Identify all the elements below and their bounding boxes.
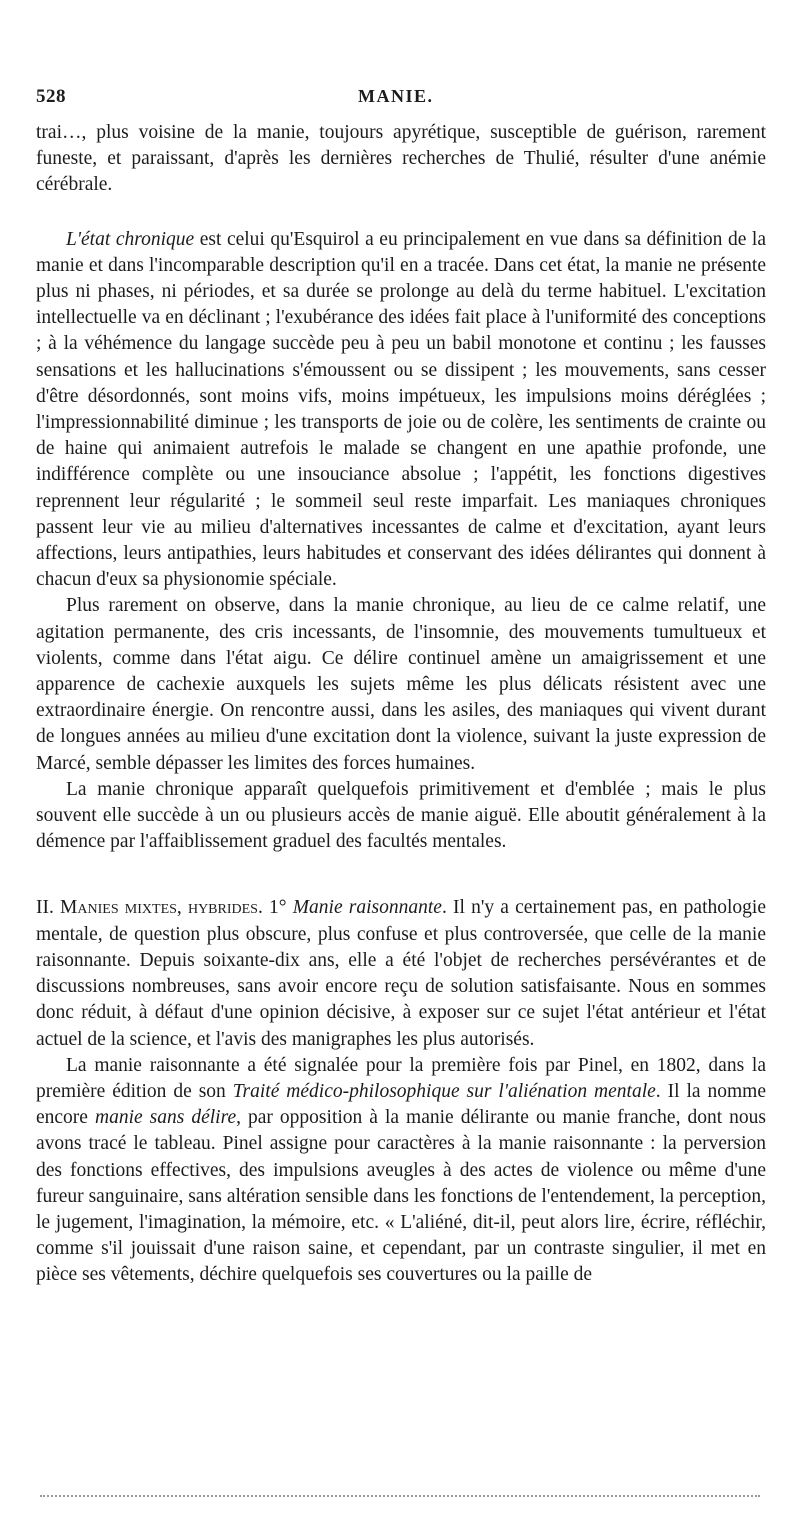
paragraph-pinel-text-a: La manie raisonnante a été signalée pour la première fois par Pinel, en 1802, dans la première édition de son bbox=[36, 1054, 766, 1102]
paragraph-pinel bbox=[36, 1053, 766, 1289]
term-manie-sans-delire: manie sans délire bbox=[94, 1107, 237, 1129]
paragraph-pinel-text-c: , par opposition à la manie délirante ou manie franche, dont nous avons tracé le tableau. Pinel assigne pour caractères à la manie raisonnante : la perversion des fonctions effectives, des impulsions aveugles à des actes de violence ou même d'une fureur sanguinaire, sans altération sensible dans les fonctions de l'entendement, la perception, le jugement, l'imagination, la mémoire, etc. « L'aliéné, dit-il, peut alors lire, écrire, réfléchir, comme s'il jouissait d'une raison saine, et cependant, par un contraste singulier, il met en pièce ses vêtements, déchire quelquefois ses couvertures ou la paille de bbox=[36, 1107, 767, 1286]
paragraph-chronic-state-text: est celui qu'Esquirol a eu principalement en vue dans sa définition de la manie et dans l'incomparable description qu'il en a tracée. Dans cet état, la manie ne présente plus ni phases, ni périodes, et sa durée se prolonge au delà du terme habituel. L'excitation intellectuelle va en déclinant ; l'exubérance des idées fait place à l'uniformité des conceptions ; à la véhémence du langage succède peu à peu un babil monotone et continu ; les fausses sensations et les hallucinations s'émoussent ou se dissipent ; les mouvements, sans cesser d'être désordonnés, sont moins vifs, moins impétueux, les impulsions moins déréglées ; l'impressionnabilité diminue ; les transports de joie ou de colère, les sentiments de crainte ou de haine qui animaient autrefois le malade se changent en une apathie profonde, une indifférence complète ou une insouciance absolue ; l'appétit, les fonctions digestives reprennent leur régularité ; le sommeil seul reste imparfait. Les maniaques chroniques passent leur vie au milieu d'alternatives incessantes de calme et d'excitation, ayant leurs affections, leurs antipathies, leurs habitudes et conservant des idées délirantes qui donnent à chacun d'eux sa physionomie spéciale. bbox=[36, 228, 766, 591]
book-title: Traité médico-philosophique sur l'aliénation mentale bbox=[232, 1080, 656, 1102]
paragraph-mixed-manias-text: . Il n'y a certainement pas, en pathologie mentale, de question plus obscure, plus confuse et plus controversée, que celle de la manie raisonnante. Depuis soixante-dix ans, elle a été l'objet de recherches persévérantes et de discussions nombreuses, sans avoir encore reçu de solution satisfaisante. Nous en sommes donc réduit, à défaut d'une opinion décisive, à exposer sur ce sujet l'état antérieur et l'état actuel de la science, et l'avis des manigraphes les plus autorisés. bbox=[36, 897, 766, 1050]
paragraph-continuation: trai…, plus voisine de la manie, toujours apyrétique, susceptible de guérison, rarement funeste, et paraissant, d'après les dernières recherches de Thulié, résulter d'une anémie cérébrale. bbox=[36, 122, 766, 196]
page-number: 528 bbox=[36, 86, 66, 107]
paragraph-chronic-state bbox=[36, 227, 766, 594]
term-etat-chronique: L'état chronique bbox=[66, 228, 195, 250]
body-text bbox=[36, 120, 766, 1289]
page-header bbox=[36, 86, 766, 116]
running-title: MANIE. bbox=[358, 86, 434, 106]
term-manie-raisonnante: Manie raisonnante bbox=[292, 897, 442, 919]
section-heading: II. Manies mixtes, hybrides. bbox=[36, 897, 263, 919]
paragraph-mixed-manias bbox=[36, 895, 766, 1052]
footer-divider bbox=[40, 1495, 760, 1497]
section-number: 1° bbox=[262, 897, 293, 919]
paragraph-agitation: Plus rarement on observe, dans la manie chronique, au lieu de ce calme relatif, une agitation permanente, des cris incessants, de l'insomnie, des mouvements tumultueux et violents, comme dans l'état aigu. Ce délire continuel amène un amaigrissement et une apparence de cachexie auxquels les sujets même les plus délicats résistent avec une extraordinaire énergie. On rencontre aussi, dans les asiles, des maniaques qui vivent durant de longues années au milieu d'une excitation dont la violence, suivant la juste expression de Marcé, semble dépasser les limites des forces humaines. bbox=[36, 595, 766, 774]
paragraph-pinel-text-b: . Il la nomme encore bbox=[36, 1080, 766, 1129]
paragraph-outcome: La manie chronique apparaît quelquefois primitivement et d'emblée ; mais le plus souvent elle succède à un ou plusieurs accès de manie aiguë. Elle aboutit généralement à la démence par l'affaiblissement graduel des facultés mentales. bbox=[36, 778, 766, 853]
